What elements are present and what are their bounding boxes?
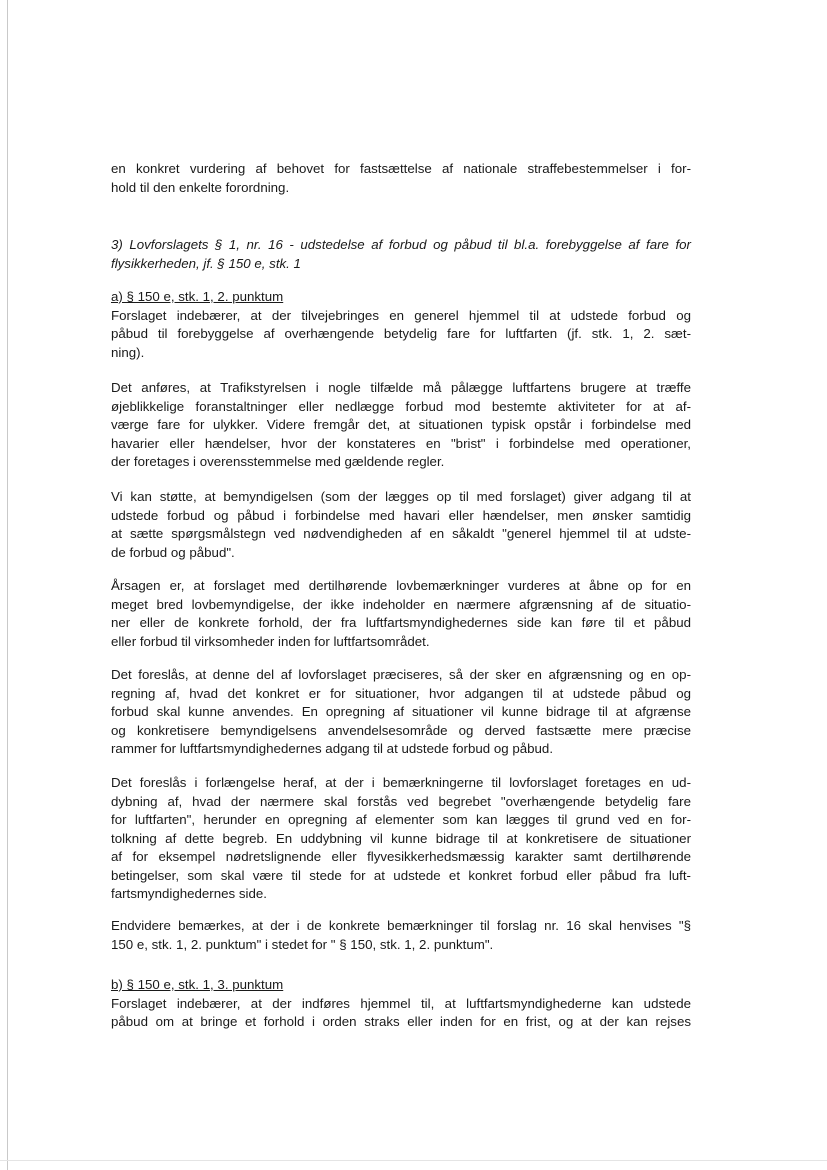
- text-line: eller forbud til virksomheder inden for luftfartsområdet.: [111, 633, 430, 649]
- text-line: Det foreslås, at denne del af lovforslaget præciseres, så der sker en afgrænsning og en op-: [111, 667, 691, 682]
- text-line: påbud til forebyggelse af overhængende betydelig fare for luftfarten (jf. stk. 1, 2. sæt-: [111, 326, 691, 341]
- subsection-b: [111, 976, 691, 1032]
- text-line: 3) Lovforslagets § 1, nr. 16 - udstedelse af forbud og påbud til bl.a. forebyggelse af fare for: [111, 237, 691, 252]
- text-line: Det foreslås i forlængelse heraf, at der i bemærkningerne til lovforslaget foretages en ud-: [111, 775, 691, 790]
- paragraph-carry-over: [111, 160, 691, 197]
- text-line: påbud om at bringe et forhold i orden straks eller inden for en frist, og at der kan rejses: [111, 1014, 691, 1029]
- paragraph: [111, 379, 691, 472]
- text-line: betingelser, som skal være til stede for at udstede et konkret forbud eller påbud fra luft-: [111, 867, 691, 883]
- text-line: værge fare for ulykker. Videre fremgår det, at situationen typisk opstår i forbindelse med: [111, 417, 691, 432]
- text-line: de forbud og påbud".: [111, 544, 235, 560]
- text-line: der foretages i overensstemmelse med gældende regler.: [111, 454, 445, 469]
- text-line: at sætte spørgsmålstegn ved nødvendigheden af en såkaldt "generel hjemmel til at udste-: [111, 526, 691, 541]
- text-line: hold til den enkelte forordning.: [111, 179, 290, 195]
- text-line: og konkretisere bemyndigelsens anvendelsesområde og derved fastsætte mere præcise: [111, 722, 691, 738]
- text-line: en konkret vurdering af behovet for fastsættelse af nationale straffebestemmelser i for-: [111, 161, 691, 176]
- text-line: flysikkerheden, jf. § 150 e, stk. 1: [111, 255, 301, 271]
- text-line: ner eller de konkrete forhold, der fra luftfartsmyndighedernes side kan føre til et påbud: [111, 615, 691, 630]
- subsection-a: [111, 288, 691, 362]
- text-line: Vi kan støtte, at bemyndigelsen (som der lægges op til med forslaget) giver adgang til at: [111, 489, 691, 504]
- paragraph: [111, 666, 691, 759]
- text-line: Endvidere bemærkes, at der i de konkrete bemærkninger til forslag nr. 16 skal henvises "§: [111, 918, 691, 933]
- text-line: meget bred lovbemyndigelse, der ikke indeholder en nærmere afgrænsning af de situatio-: [111, 596, 691, 612]
- paragraph: [111, 774, 691, 904]
- text-line: for luftfarten", herunder en opregning af elementer som kan lægges til grund ved en for-: [111, 812, 691, 827]
- subsection-heading-b: b) § 150 e, stk. 1, 3. punktum: [111, 977, 284, 992]
- text-line: Årsagen er, at forslaget med dertilhørende lovbemærkninger vurderes at åbne op for en: [111, 578, 691, 593]
- text-line: Forslaget indebærer, at der tilvejebringes en generel hjemmel til at udstede forbud og: [111, 307, 691, 323]
- paragraph: [111, 577, 691, 651]
- text-line: 150 e, stk. 1, 2. punktum" i stedet for " § 150, stk. 1, 2. punktum".: [111, 936, 494, 952]
- text-line: af for eksempel nødretslignende eller flyvesikkerhedsmæssig karakter samt dertilhørende: [111, 849, 691, 864]
- text-line: forbud skal kunne anvendes. En opregning af situationer vil kunne bidrage til at afgrænse: [111, 704, 691, 719]
- page-edge-bottom: [0, 1160, 827, 1161]
- text-line: rammer for luftfartsmyndighedernes adgang til at udstede forbud og påbud.: [111, 741, 554, 756]
- subsection-heading-a: a) § 150 e, stk. 1, 2. punktum: [111, 289, 284, 304]
- text-line: dybning af, hvad der nærmere skal forstås ved begrebet "overhængende betydelig fare: [111, 793, 691, 809]
- text-line: regning af, hvad det konkret er for situationer, hvor adgangen til at udstede påbud og: [111, 685, 691, 701]
- paragraph: [111, 917, 691, 954]
- text-line: havarier eller hændelser, hvor der konstateres en "brist" i forbindelse med operationer,: [111, 435, 691, 451]
- text-line: Forslaget indebærer, at der indføres hjemmel til, at luftfartsmyndighederne kan udstede: [111, 995, 691, 1011]
- text-line: Det anføres, at Trafikstyrelsen i nogle tilfælde må pålægge luftfartens brugere at træffe: [111, 380, 691, 395]
- text-line: ning).: [111, 344, 145, 360]
- paragraph: [111, 488, 691, 562]
- text-line: fartsmyndighedernes side.: [111, 886, 267, 901]
- section-heading-3: [111, 236, 691, 273]
- text-line: udstede forbud og påbud i forbindelse med havari eller hændelser, men ønsker samtidig: [111, 507, 691, 523]
- page-edge-left: [7, 0, 8, 1170]
- text-line: øjeblikkelige foranstaltninger eller nedlægge forbud mod bestemte aktiviteter for at af-: [111, 398, 691, 414]
- text-line: tolkning af dette begreb. En uddybning vil kunne bidrage til at konkretisere de situationer: [111, 830, 691, 846]
